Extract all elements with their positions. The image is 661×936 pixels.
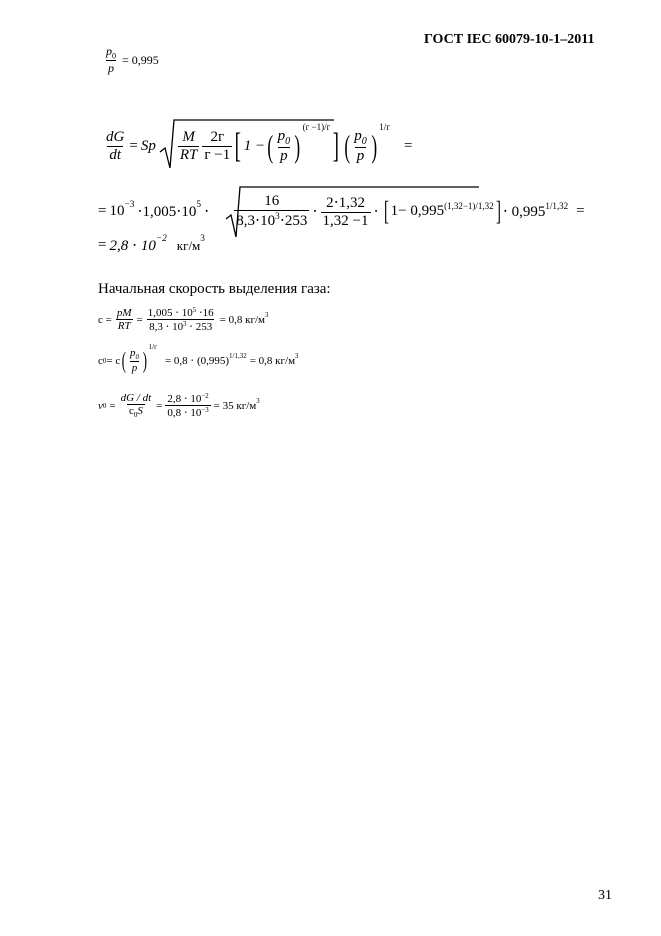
f3-t2: ⋅1,005⋅10 bbox=[137, 204, 197, 220]
f7-num2-exp: −2 bbox=[201, 392, 209, 400]
f4-val-exp: −2 bbox=[155, 234, 167, 245]
formula-initial-velocity bbox=[98, 392, 260, 419]
f4-unit-exp: 3 bbox=[200, 234, 205, 245]
f7-den: с bbox=[128, 405, 134, 417]
f2-paren2-open: ( bbox=[344, 128, 350, 164]
f7-den-sub: 0 bbox=[133, 411, 138, 420]
formula-pressure-ratio bbox=[104, 44, 159, 76]
f7-eq2: = bbox=[156, 399, 163, 412]
f2-rt: RT bbox=[179, 147, 198, 163]
f2-exp-outer: 1/г bbox=[379, 121, 390, 132]
f5-num2-tail: ⋅16 bbox=[196, 307, 214, 319]
f7-den-tail: S bbox=[137, 405, 143, 417]
f2-exp-inner: (г −1)/г bbox=[302, 121, 331, 132]
f3-t1: 10 bbox=[109, 203, 125, 219]
f7-lhs-sub: 0 bbox=[102, 401, 107, 410]
f3-br-exp: (1,32−1)/1,32 bbox=[444, 200, 494, 211]
f2-p0b: p bbox=[354, 128, 362, 144]
f7-num: dG / dt bbox=[120, 392, 152, 404]
formula-result bbox=[98, 236, 205, 255]
f3-bracket-close: ] bbox=[495, 195, 501, 226]
formula-density bbox=[98, 306, 268, 333]
f2-p0: p bbox=[277, 128, 286, 144]
f3-f1-den-tail: ⋅253 bbox=[279, 213, 308, 229]
f7-den2: 0,8 ⋅ 10 bbox=[167, 407, 202, 420]
f3-f1-den-exp: 3 bbox=[275, 211, 280, 222]
f1-den: p bbox=[108, 61, 114, 76]
f6-rhs-exp: 1/1,32 bbox=[229, 352, 247, 361]
f6-eq: = с bbox=[106, 354, 121, 367]
f6-lhs: с bbox=[98, 354, 103, 367]
f3-f1-num: 16 bbox=[264, 193, 280, 209]
f2-g-1: г −1 bbox=[204, 147, 231, 163]
f2-p0b-sub: 0 bbox=[361, 136, 367, 147]
f6-rhs-tail: = 0,8 кг/м bbox=[249, 354, 296, 367]
f4-val: 2,8 ⋅ 10 bbox=[109, 238, 156, 254]
f3-tail-exp: 1/1,32 bbox=[545, 200, 569, 211]
f3-br-content: 1− 0,995 bbox=[390, 203, 445, 219]
f3-f2-den: 1,32 −1 bbox=[322, 213, 369, 229]
f5-num2: 1,005 ⋅ 10 bbox=[147, 307, 193, 319]
f3-bracket-open: [ bbox=[383, 195, 389, 226]
f2-paren2-close: ) bbox=[371, 128, 377, 164]
f2-trail: = bbox=[403, 138, 413, 154]
f7-rhs: = 35 кг/м bbox=[213, 399, 257, 412]
f2-p: p bbox=[280, 148, 288, 164]
f7-rhs-exp: 3 bbox=[256, 397, 260, 405]
f2-2g: 2г bbox=[210, 129, 225, 145]
f3-eq: = bbox=[98, 203, 107, 219]
f5-rhs-exp: 3 bbox=[265, 311, 269, 319]
f3-t2-exp: 5 bbox=[196, 200, 202, 211]
formula-initial-density bbox=[98, 342, 299, 375]
f2-one-minus: 1 − bbox=[243, 138, 266, 154]
f2-paren-close: ) bbox=[294, 128, 301, 164]
f6-p: p bbox=[131, 362, 138, 375]
f2-sp: Sp bbox=[140, 138, 156, 154]
f3-trail: = bbox=[576, 203, 585, 219]
f5-eq: = bbox=[136, 313, 143, 326]
f2-p0-sub: 0 bbox=[285, 136, 291, 147]
f5-num2-exp: 5 bbox=[192, 306, 197, 314]
f6-paren-open: ( bbox=[121, 347, 127, 374]
f5-num: pM bbox=[116, 307, 132, 319]
f3-radical-icon bbox=[224, 183, 484, 245]
document-header: ГОСТ IEC 60079-10-1–2011 bbox=[424, 32, 595, 47]
f3-f2-num: 2⋅1,32 bbox=[326, 195, 365, 211]
f6-p0: p bbox=[129, 347, 136, 359]
f2-paren-open: ( bbox=[267, 128, 274, 164]
f6-paren-close: ) bbox=[142, 347, 147, 374]
f1-num-sub: 0 bbox=[112, 51, 116, 61]
f3-t1-exp: −3 bbox=[124, 200, 135, 211]
f2-radical-icon bbox=[158, 116, 338, 176]
f4-unit: кг/м bbox=[176, 237, 201, 253]
f7-den2-exp: −3 bbox=[201, 406, 209, 414]
f6-rhs: = 0,8 ⋅ (0,995) bbox=[164, 355, 230, 368]
f3-dot2: ⋅ bbox=[373, 204, 379, 220]
f6-p0-sub: 0 bbox=[135, 353, 139, 362]
f2-eq: = bbox=[129, 138, 138, 154]
f3-dot: ⋅ bbox=[312, 204, 318, 220]
f2-m: M bbox=[182, 129, 195, 145]
f2-bracket-close: ] bbox=[332, 126, 340, 165]
f7-num2: 2,8 ⋅ 10 bbox=[167, 393, 202, 406]
f6-lhs-sub: 0 bbox=[102, 356, 107, 365]
page-number: 31 bbox=[598, 888, 612, 903]
f4-eq: = bbox=[98, 237, 107, 253]
f6-exp: 1/г bbox=[148, 342, 157, 351]
paragraph-initial-rate: Начальная скорость выделения газа: bbox=[98, 281, 331, 297]
f7-lhs: v bbox=[98, 399, 103, 412]
f2-lhs-num: dG bbox=[106, 129, 125, 145]
f5-rhs: = 0,8 кг/м bbox=[219, 313, 265, 326]
f5-den: RT bbox=[117, 320, 131, 332]
f5-den2-exp: 3 bbox=[183, 320, 187, 328]
f7-eq: = bbox=[109, 399, 116, 412]
f3-tail: ⋅ 0,995 bbox=[502, 204, 546, 220]
f3-f1-den: 8,3⋅10 bbox=[236, 213, 276, 229]
f2-lhs-den: dt bbox=[109, 147, 121, 163]
f5-lhs: с = bbox=[98, 313, 112, 326]
f1-rhs: = 0,995 bbox=[122, 52, 159, 67]
f2-pb: p bbox=[356, 148, 365, 164]
f2-bracket-open: [ bbox=[234, 126, 242, 165]
f5-den2-tail: ⋅ 253 bbox=[186, 321, 213, 333]
f5-den2: 8,3 ⋅ 10 bbox=[149, 321, 184, 333]
f1-num: p bbox=[106, 44, 112, 58]
f6-rhs-tail-exp: 3 bbox=[295, 352, 299, 360]
f3-t3: ⋅ bbox=[204, 204, 210, 220]
